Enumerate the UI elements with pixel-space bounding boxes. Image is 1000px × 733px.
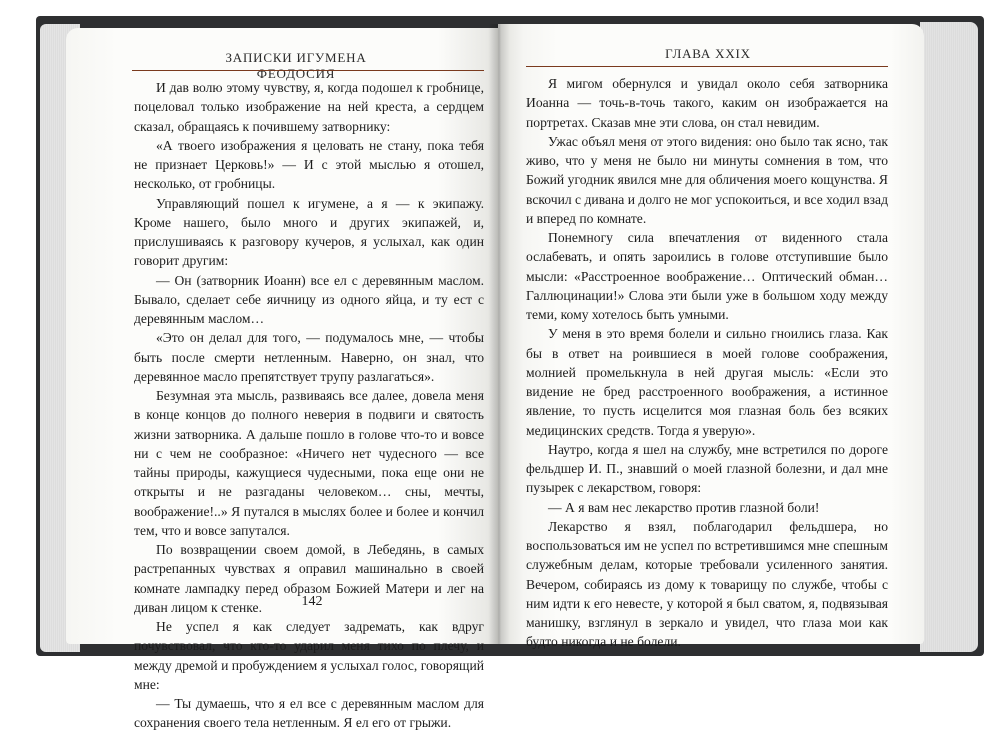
left-running-head: ЗАПИСКИ ИГУМЕНА ФЕОДОСИЯ (225, 50, 367, 81)
paragraph: Наутро, когда я шел на службу, мне встретился по дороге фельдшер И. П., знавший о моей глазной болезни, и дал мне пузырек с лекарством, говоря: (526, 441, 888, 496)
right-running-head: ГЛАВА XXIX (665, 46, 751, 61)
right-page-text (526, 74, 888, 652)
paragraph: И дав волю этому чувству, я, когда подошел к гробнице, поцеловал только изображение на ней креста, а сердцем сказал, обращаясь к почившему затворнику: (134, 80, 484, 134)
paragraph: Я мигом обернулся и увидал около себя затворника Иоанна — точь-в-точь такого, каким он изображается на портретах. Сказав мне эти слова, он стал невидим. (526, 76, 888, 130)
paragraph: — Ты думаешь, что я ел все с деревянным маслом для сохранения своего тела нетленным. Я ел его от грыжи. (134, 696, 484, 731)
paragraph: У меня в это время болели и сильно гноились глаза. Как бы в ответ на роившиеся в моей голове соображения, молнией промелькнула в ней другая мысль: «Если это видение не бред расстроенного воображения, а истинное явление, то пусть исцелится моя глазная боль без всяких медицинских средств. Тогда я уверую». (526, 326, 888, 438)
paragraph: Управляющий пошел к игумене, а я — к экипажу. Кроме нашего, было много и других экипажей, и, прислушиваясь к разговору кучеров, я услыхал, как один говорит другим: (134, 195, 484, 269)
book-gutter-shadow (488, 24, 510, 644)
paragraph: Ужас объял меня от этого видения: оно было так ясно, так живо, что у меня не было ни минуты сомнения в том, что Божий угодник явился мне для обличения моего кощунства. Я вскочил с дивана и долго не мог успокоиться, и все ходил взад и вперед по комнате. (526, 133, 888, 226)
page-number: 142 (301, 594, 323, 609)
paragraph: Понемногу сила впечатления от виденного стала ослабевать, и опять зароились в голове отступившие было мысли: «Расстроенное воображение… Оптический обман… Галлюцинации!» Слова эти были уже в большом ходу между теми, кому хотелось быть умными. (526, 230, 888, 322)
paragraph: Лекарство я взял, поблагодарил фельдшера, но воспользоваться им не успел по встретившимся мне спешным служебным делам, которые требовали усиленного занятия. Вечером, собираясь из дому к товарищу по службе, чтобы с ним идти к его невесте, у которой я был сватом, я, подвязывая манишку, взглянул в зеркало и увидел, что глаза мои как будто никогда и не болели. (526, 518, 888, 650)
paragraph: Безумная эта мысль, развиваясь все далее, довела меня в конце концов до полного неверия в подвиги и святость жизни затворника. А дальше пошло в голове что-то и вовсе ни с чем не сообразное: «Ничего нет чудесного — все тайны природы, кажущиеся чудесными, пока еще они не открыты и не разгаданы человеком… сны, мечты, воображение!..» Я путался в мыслях более и более и кончил тем, что и вовсе запутался. (134, 388, 484, 538)
paragraph: «А твоего изображения я целовать не стану, пока тебя не признает Церковь!» — И с этой мыслью я отошел, несколько, от гробницы. (134, 137, 484, 192)
paragraph: По возвращении своем домой, в Лебедянь, в самых растрепанных чувствах я оправил машинально в своей комнате лампадку перед образом Божией Матери и лег на диван лицом к стенке. (134, 542, 484, 615)
right-head-rule (526, 66, 888, 67)
right-page-edges (920, 22, 978, 652)
left-page (66, 28, 498, 731)
paragraph: — А я вам нес лекарство против глазной боли! (548, 499, 820, 515)
paragraph: Не успел я как следует задремать, как вдруг почувствовал, что кто-то ударил меня тихо по плечу, и между дремой и пробуждением я услыхал голос, говорящий мне: (134, 619, 484, 692)
left-head-rule (132, 70, 484, 71)
paragraph: — Он (затворник Иоанн) все ел с деревянным маслом. Бывало, сделает себе яичницу из одного яйца, и ту ест с деревянным маслом… (134, 272, 484, 326)
right-page (498, 24, 924, 650)
left-page-text (134, 78, 484, 733)
paragraph: «Это он делал для того, — подумалось мне, — чтобы быть после смерти нетленным. Наверно, он знал, что деревянное масло препятствует трупу разлагаться». (134, 330, 484, 384)
